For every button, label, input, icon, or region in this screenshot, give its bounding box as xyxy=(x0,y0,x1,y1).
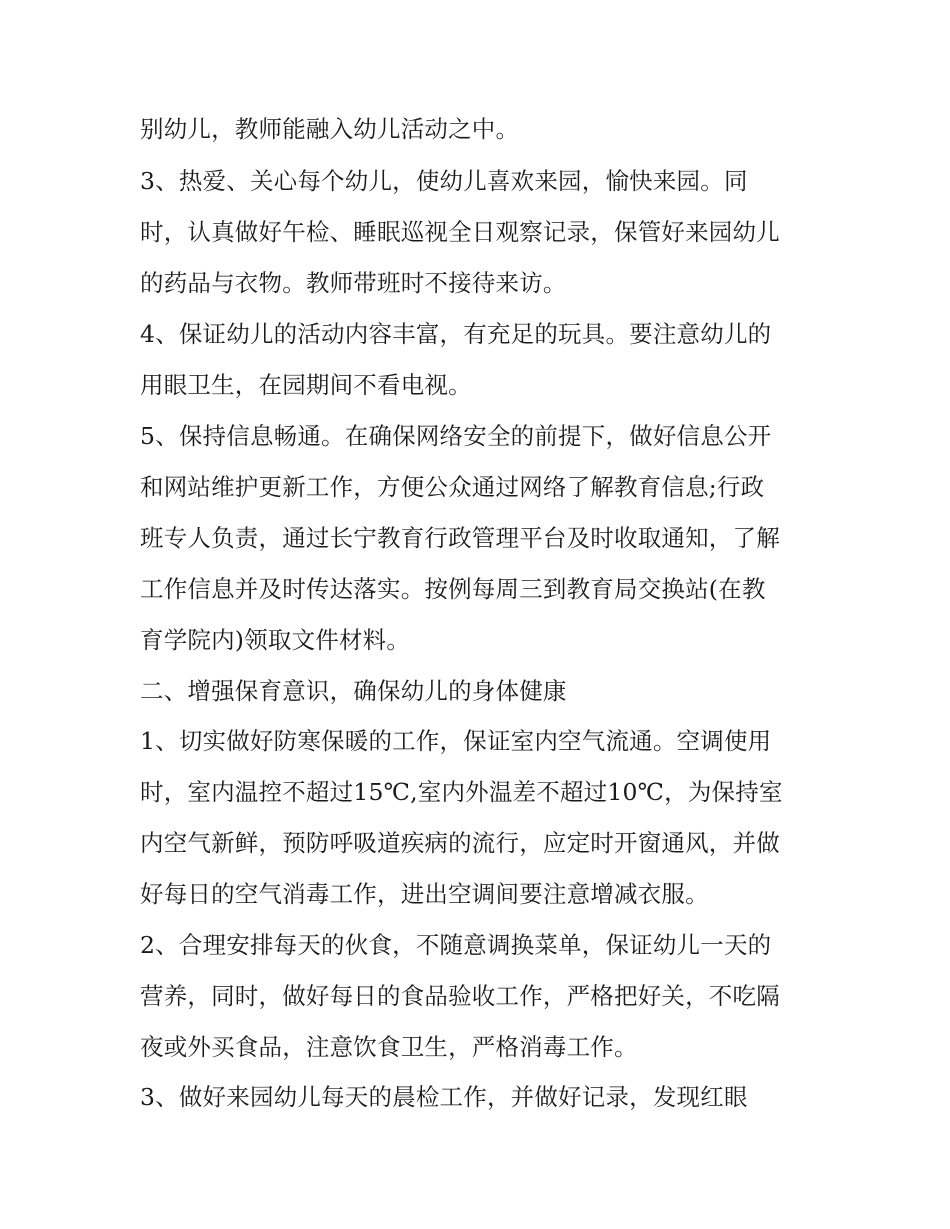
text-line: 夜或外买食品，注意饮食卫生，严格消毒工作。 xyxy=(140,1033,638,1061)
text-line: 3、热爱、关心每个幼儿，使幼儿喜欢来园，愉快来园。同 xyxy=(140,167,748,195)
section-heading: 二、增强保育意识，确保幼儿的身体健康 xyxy=(140,677,567,705)
text-line: 4、保证幼儿的活动内容丰富，有充足的玩具。要注意幼儿的 xyxy=(140,320,772,348)
text-line: 用眼卫生，在园期间不看电视。 xyxy=(140,371,472,399)
text-line: 内空气新鲜，预防呼吸道疾病的流行，应定时开窗通风，并做 xyxy=(140,829,780,857)
text-line: 和网站维护更新工作，方便公众通过网络了解教育信息;行政 xyxy=(140,473,765,501)
text-line: 5、保持信息畅通。在确保网络安全的前提下，做好信息公开 xyxy=(140,422,772,450)
text-line: 3、做好来园幼儿每天的晨检工作，并做好记录，发现红眼 xyxy=(140,1083,748,1111)
text-line: 工作信息并及时传达落实。按例每周三到教育局交换站(在教 xyxy=(140,575,766,603)
text-line: 2、合理安排每天的伙食，不随意调换菜单，保证幼儿一天的 xyxy=(140,931,772,959)
text-line: 营养，同时，做好每日的食品验收工作，严格把好关，不吃隔 xyxy=(140,982,780,1010)
text-line: 1、切实做好防寒保暖的工作，保证室内空气流通。空调使用 xyxy=(140,727,772,755)
text-line: 时，认真做好午检、睡眠巡视全日观察记录，保管好来园幼儿 xyxy=(140,218,780,246)
text-line: 的药品与衣物。教师带班时不接待来访。 xyxy=(140,269,567,297)
text-line: 好每日的空气消毒工作，进出空调间要注意增减衣服。 xyxy=(140,880,709,908)
text-line: 别幼儿，教师能融入幼儿活动之中。 xyxy=(140,115,520,143)
text-line: 育学院内)领取文件材料。 xyxy=(140,626,411,654)
text-line: 班专人负责，通过长宁教育行政管理平台及时收取通知，了解 xyxy=(140,524,780,552)
text-line: 时，室内温控不超过15℃,室内外温差不超过10℃，为保持室 xyxy=(140,778,783,806)
